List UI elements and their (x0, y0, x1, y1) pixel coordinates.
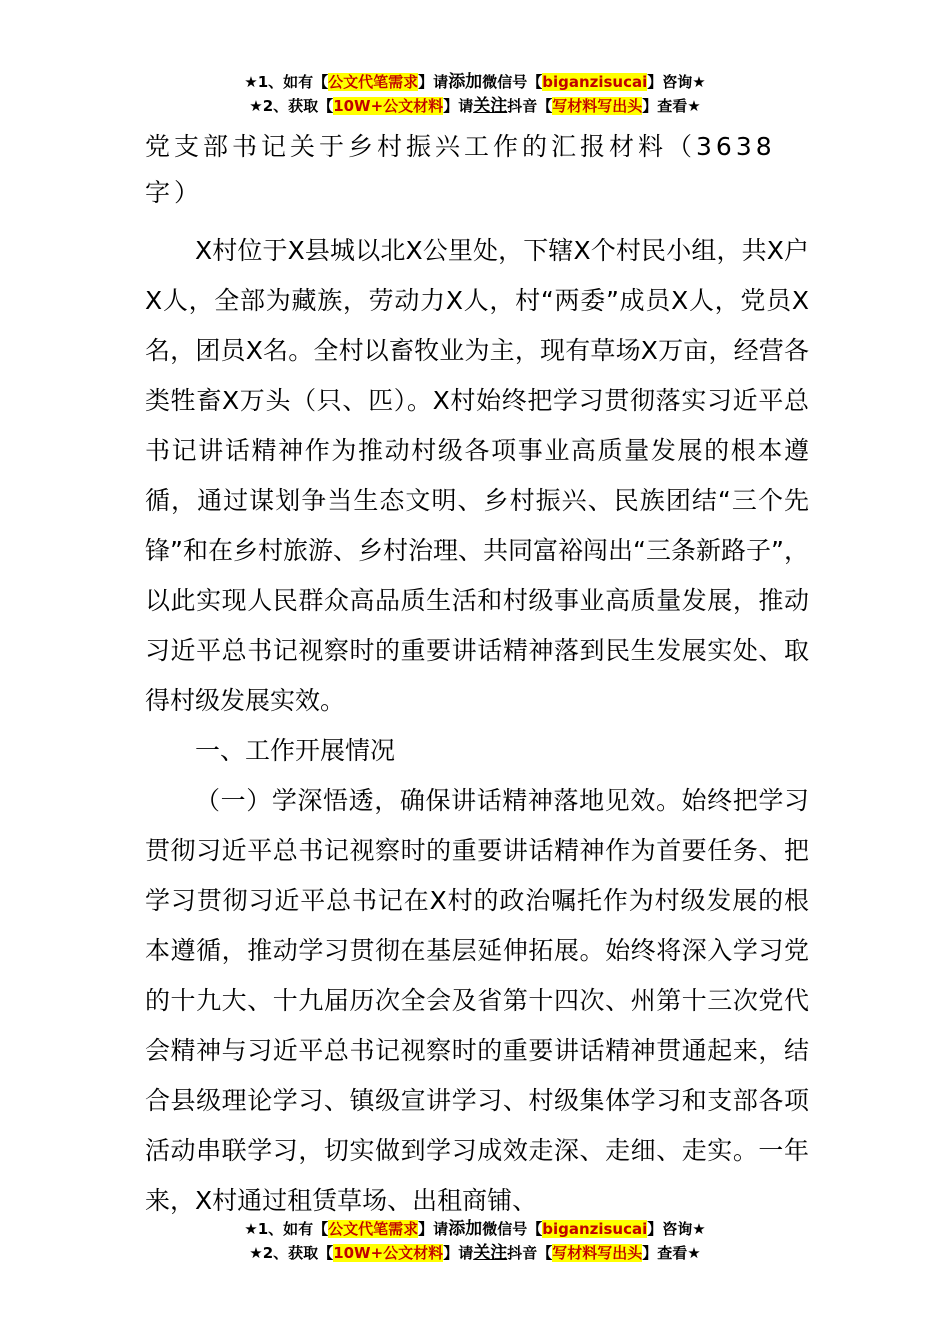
promo-text: ★1、如有【 (244, 73, 329, 91)
promo-emphasis: 关注 (473, 96, 508, 116)
promo-highlight: biganzisucai (542, 1220, 648, 1238)
promo-text: 】请 (443, 97, 474, 115)
promo-banner-bottom (0, 1217, 950, 1265)
promo-text: 】咨询★ (647, 1220, 706, 1238)
promo-text: 抖音【 (507, 1244, 553, 1262)
promo-line-2 (0, 94, 950, 118)
promo-line-2 (0, 1241, 950, 1265)
promo-line-1 (0, 1217, 950, 1241)
promo-text: 抖音【 (507, 97, 553, 115)
promo-highlight: 公文代笔需求 (328, 73, 419, 91)
promo-highlight: 写材料写出头 (552, 97, 643, 115)
promo-text: 】请 (418, 1220, 449, 1238)
promo-text: 】查看★ (642, 1244, 701, 1262)
promo-highlight: 10W+公文材料 (333, 97, 444, 115)
promo-text: ★2、获取【 (249, 97, 334, 115)
promo-text: 微信号【 (482, 1220, 543, 1238)
document-body (145, 124, 809, 1226)
promo-emphasis: 关注 (473, 1243, 508, 1263)
promo-text: ★2、获取【 (249, 1244, 334, 1262)
promo-text: 微信号【 (482, 73, 543, 91)
promo-banner-top (0, 70, 950, 118)
promo-line-1 (0, 70, 950, 94)
promo-highlight: 公文代笔需求 (328, 1220, 419, 1238)
promo-highlight: biganzisucai (542, 73, 648, 91)
section-heading: 一、工作开展情况 (195, 736, 396, 765)
promo-text: 】查看★ (642, 97, 701, 115)
promo-highlight: 写材料写出头 (552, 1244, 643, 1262)
document-title: 党支部书记关于乡村振兴工作的汇报材料（3638字） (145, 132, 776, 207)
promo-text: 】咨询★ (647, 73, 706, 91)
paragraph-intro: X村位于X县城以北X公里处，下辖X个村民小组，共X户X人，全部为藏族，劳动力X人，村“两委”成员X人，党员X名，团员X名。全村以畜牧业为主，现有草场X万亩，经营各类牲畜X万头（只、匹）。X村始终把学习贯彻落实习近平总书记讲话精神作为推动村级各项事业高质量发展的根本遵循，通过谋划争当生态文明、乡村振兴、民族团结“三个先锋”和在乡村旅游、乡村治理、共同富裕闯出“三条新路子”，以此实现人民群众高品质生活和村级事业高质量发展，推动习近平总书记视察时的重要讲话精神落到民生发展实处、取得村级发展实效。 (145, 236, 809, 715)
promo-emphasis: 添加 (448, 72, 483, 92)
promo-emphasis: 添加 (448, 1219, 483, 1239)
promo-text: ★1、如有【 (244, 1220, 329, 1238)
promo-text: 】请 (443, 1244, 474, 1262)
paragraph-section-1: （一）学深悟透，确保讲话精神落地见效。始终把学习贯彻习近平总书记视察时的重要讲话精神作为首要任务、把学习贯彻习近平总书记在X村的政治嘱托作为村级发展的根本遵循，推动学习贯彻在基层延伸拓展。始终将深入学习党的十九大、十九届历次全会及省第十四次、州第十三次党代会精神与习近平总书记视察时的重要讲话精神贯通起来，结合县级理论学习、镇级宣讲学习、村级集体学习和支部各项活动串联学习，切实做到学习成效走深、走细、走实。一年来，X村通过租赁草场、出租商铺、 (145, 786, 809, 1215)
promo-text: 】请 (418, 73, 449, 91)
promo-highlight: 10W+公文材料 (333, 1244, 444, 1262)
